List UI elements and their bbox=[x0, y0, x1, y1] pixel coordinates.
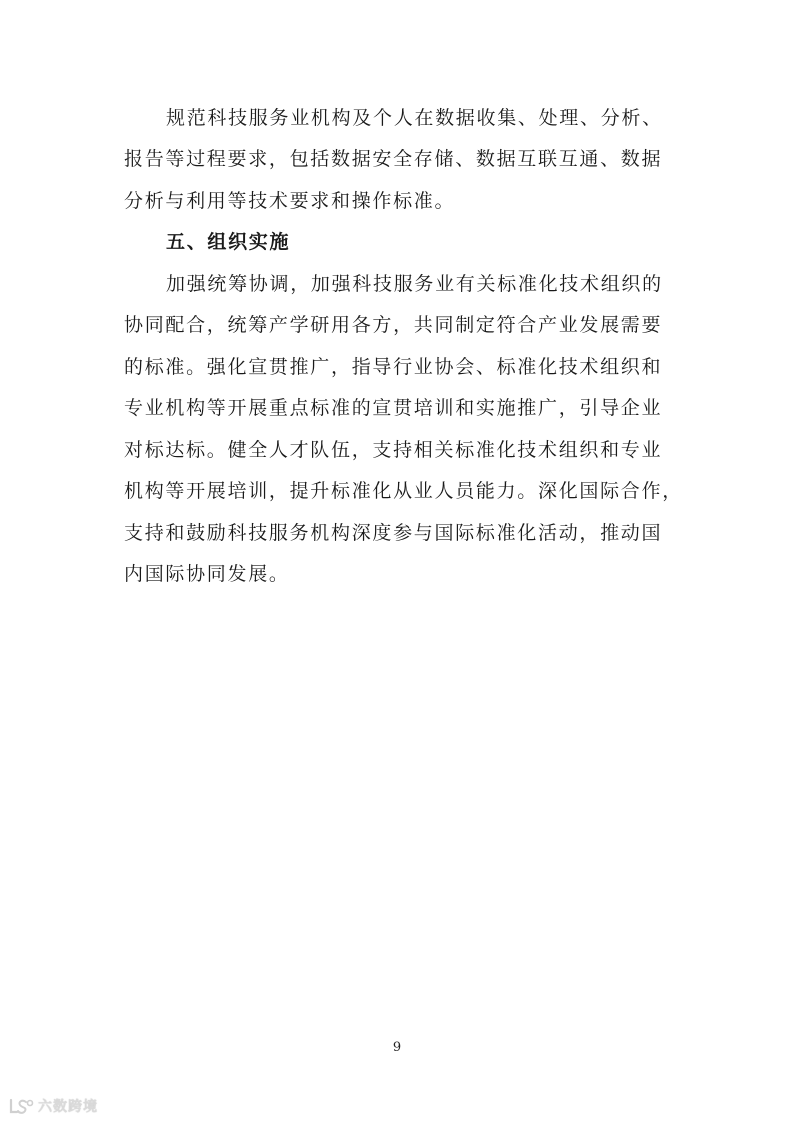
paragraph-line: 内国际协同发展。 bbox=[124, 563, 290, 585]
paragraph-line: 机构等开展培训，提升标准化从业人员能力。深化国际合作， bbox=[124, 480, 683, 502]
paragraph-line: 协同配合，统筹产学研用各方，共同制定符合产业发展需要 bbox=[124, 314, 663, 336]
paragraph-line: 专业机构等开展重点标准的宣贯培训和实施推广，引导企业 bbox=[124, 397, 663, 419]
watermark bbox=[8, 1096, 98, 1116]
paragraph-line: 支持和鼓励科技服务机构深度参与国际标准化活动，推动国 bbox=[124, 522, 663, 544]
paragraph-line: 分析与利用等技术要求和操作标准。 bbox=[124, 190, 456, 212]
paragraph-line: 加强统筹协调，加强科技服务业有关标准化技术组织的 bbox=[166, 273, 663, 295]
watermark-text: 六数跨境 bbox=[38, 1099, 98, 1115]
section-heading: 五、组织实施 bbox=[166, 231, 291, 253]
paragraph-line: 规范科技服务业机构及个人在数据收集、处理、分析、 bbox=[166, 107, 663, 129]
paragraph-line: 报告等过程要求，包括数据安全存储、数据互联互通、数据 bbox=[124, 148, 663, 170]
lsc-logo-icon bbox=[8, 1097, 34, 1115]
paragraph-line: 的标准。强化宣贯推广，指导行业协会、标准化技术组织和 bbox=[124, 356, 663, 378]
page-number: 9 bbox=[392, 1040, 402, 1055]
paragraph-line: 对标达标。健全人才队伍，支持相关标准化技术组织和专业 bbox=[124, 439, 663, 461]
